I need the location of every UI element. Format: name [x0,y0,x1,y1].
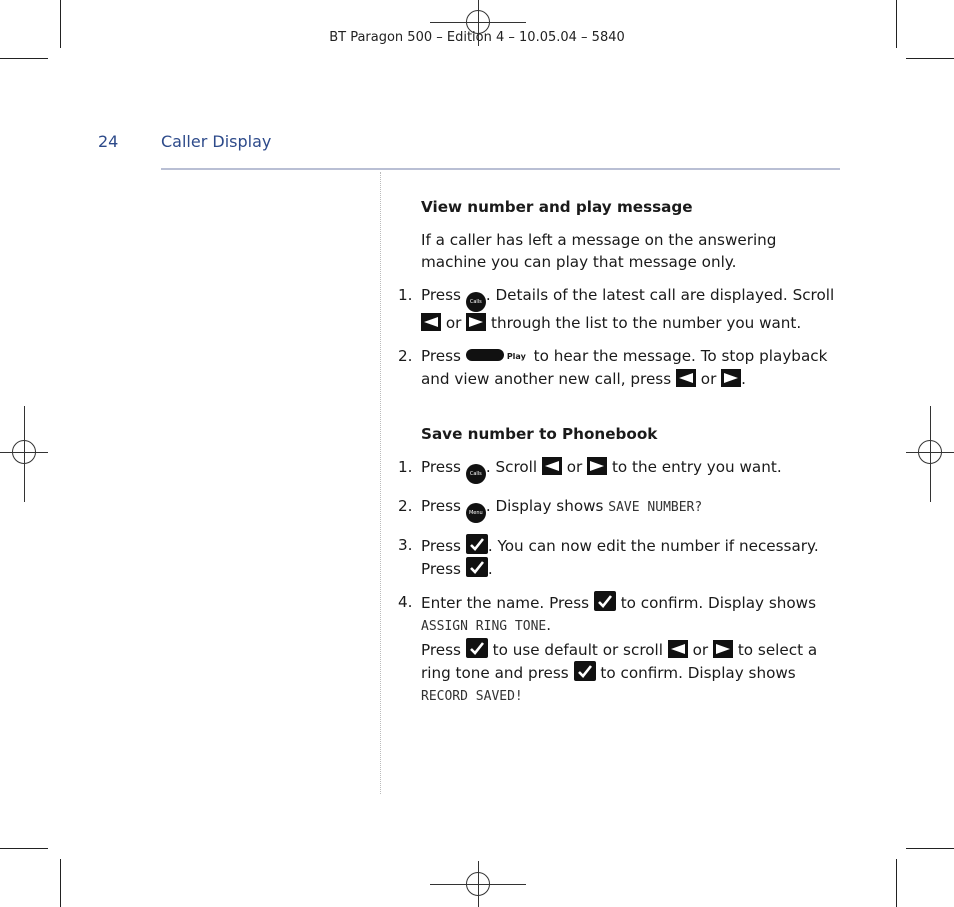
crop-mark [60,859,61,907]
ok-key-icon [594,591,616,611]
list-item: 3. Press . You can now edit the number if necessary. Press . [398,536,819,578]
scroll-left-icon [542,457,562,475]
step-number: 4. [398,593,413,611]
view-section-intro: If a caller has left a message on the answering machine you can play that message only. [421,231,777,271]
list-item: 2. Press Play to hear the message. To stop playback and view another new call, press or . [398,347,828,388]
scroll-right-icon [721,369,741,387]
ok-key-icon [466,557,488,577]
header-rule [161,168,840,170]
list-item: 1. Press Calls . Scroll or to the entry you want. [398,456,838,484]
column-divider [380,172,381,794]
play-key-label: Play [506,352,526,361]
play-key-icon [466,349,504,361]
crop-mark [906,848,954,849]
calls-key-icon: Calls [466,464,486,484]
page-number: 24 [98,132,119,151]
scroll-right-icon [713,640,733,658]
scroll-left-icon [668,640,688,658]
calls-key-icon: Calls [466,292,486,312]
display-text: SAVE NUMBER? [608,500,703,515]
crop-mark [0,848,48,849]
ok-key-icon [574,661,596,681]
scroll-left-icon [421,313,441,331]
step-number: 2. [398,497,413,515]
crop-mark [896,859,897,907]
scroll-right-icon [466,313,486,331]
crop-mark [0,58,48,59]
step-number: 3. [398,536,413,554]
list-item: 4. Enter the name. Press to confirm. Display shows ASSIGN RING TONE. Press to use default or scroll or to select a ring tone and press to confirm. Display shows RECORD SAVED! [398,593,818,704]
list-item: 2. Press Menu . Display shows SAVE NUMBER? [398,495,838,523]
display-text: ASSIGN RING TONE [421,619,547,634]
section-title: Caller Display [161,132,272,151]
step-number: 1. [398,458,413,476]
scroll-left-icon [676,369,696,387]
main-content [398,196,838,719]
ok-key-icon [466,638,488,658]
print-info: BT Paragon 500 – Edition 4 – 10.05.04 – 5840 [329,30,625,45]
step-number: 2. [398,347,413,365]
save-section-title: Save number to Phonebook [421,425,658,443]
display-text: RECORD SAVED! [421,689,523,704]
view-section-title: View number and play message [421,198,693,216]
step-number: 1. [398,286,413,304]
list-item: 1. Press Calls . Details of the latest call are displayed. Scroll or through the list to the number you want. [398,286,835,332]
scroll-right-icon [587,457,607,475]
crop-mark [906,58,954,59]
menu-key-icon: Menu [466,503,486,523]
ok-key-icon [466,534,488,554]
